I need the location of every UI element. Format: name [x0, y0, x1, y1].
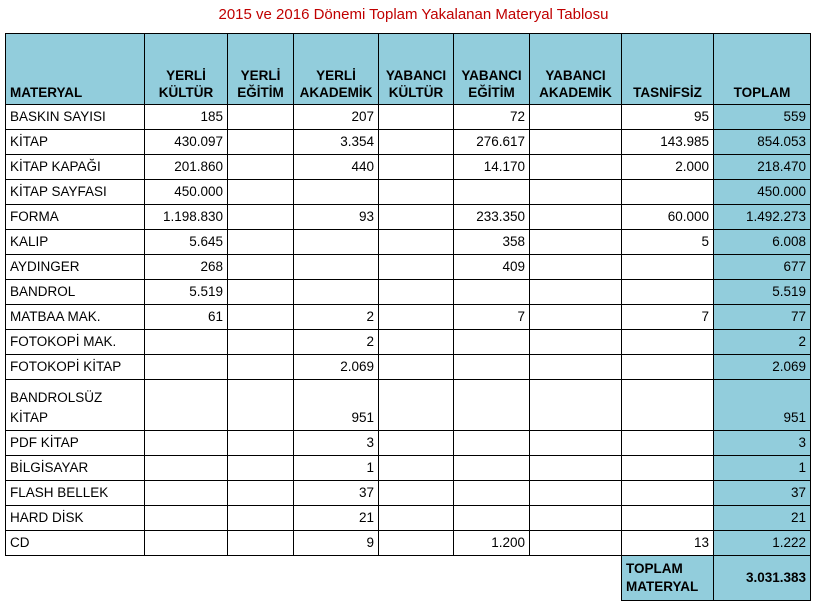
value-cell: [379, 456, 454, 481]
value-cell: [379, 431, 454, 456]
value-cell: [228, 355, 294, 380]
material-name: BANDROLSÜZ KİTAP: [6, 380, 145, 431]
value-cell: [228, 456, 294, 481]
value-cell: [228, 431, 294, 456]
value-cell: [530, 305, 622, 330]
material-name: MATBAA MAK.: [6, 305, 145, 330]
value-cell: [228, 180, 294, 205]
header-yerli-kultur: YERLİ KÜLTÜR: [145, 34, 228, 105]
value-cell: [622, 456, 714, 481]
value-cell: [530, 255, 622, 280]
value-cell: 951: [294, 380, 379, 431]
value-cell: 358: [454, 230, 530, 255]
row-total-cell: 559: [714, 105, 811, 130]
value-cell: 72: [454, 105, 530, 130]
value-cell: 7: [454, 305, 530, 330]
value-cell: 276.617: [454, 130, 530, 155]
value-cell: [530, 355, 622, 380]
value-cell: 37: [294, 481, 379, 506]
header-tasnifsiz: TASNİFSİZ: [622, 34, 714, 105]
value-cell: [145, 330, 228, 355]
value-cell: [379, 105, 454, 130]
table-row: [6, 431, 811, 456]
value-cell: 5: [622, 230, 714, 255]
value-cell: 1.200: [454, 531, 530, 556]
table-row: [6, 305, 811, 330]
material-name: FOTOKOPİ MAK.: [6, 330, 145, 355]
value-cell: [145, 431, 228, 456]
material-name: FLASH BELLEK: [6, 481, 145, 506]
value-cell: 9: [294, 531, 379, 556]
value-cell: [145, 456, 228, 481]
row-total-cell: 5.519: [714, 280, 811, 305]
value-cell: 95: [622, 105, 714, 130]
material-name: CD: [6, 531, 145, 556]
value-cell: [530, 330, 622, 355]
value-cell: 5.645: [145, 230, 228, 255]
value-cell: [294, 280, 379, 305]
table-row: [6, 506, 811, 531]
table-row: [6, 380, 811, 431]
value-cell: [379, 481, 454, 506]
value-cell: [454, 506, 530, 531]
grand-total-row: [6, 556, 811, 601]
value-cell: 1.198.830: [145, 205, 228, 230]
value-cell: [379, 305, 454, 330]
value-cell: 13: [622, 531, 714, 556]
value-cell: [530, 180, 622, 205]
value-cell: [622, 481, 714, 506]
value-cell: [530, 456, 622, 481]
value-cell: [228, 105, 294, 130]
value-cell: [228, 481, 294, 506]
value-cell: [379, 230, 454, 255]
value-cell: [622, 330, 714, 355]
header-yabanci-kultur: YABANCI KÜLTÜR: [379, 34, 454, 105]
value-cell: [379, 180, 454, 205]
value-cell: [622, 180, 714, 205]
row-total-cell: 1.222: [714, 531, 811, 556]
value-cell: 185: [145, 105, 228, 130]
header-yerli-egitim: YERLİ EĞİTİM: [228, 34, 294, 105]
row-total-cell: 677: [714, 255, 811, 280]
value-cell: [294, 180, 379, 205]
value-cell: [228, 305, 294, 330]
table-row: [6, 230, 811, 255]
grand-total-value: 3.031.383: [714, 556, 811, 601]
row-total-cell: 21: [714, 506, 811, 531]
empty-area: [6, 556, 622, 601]
value-cell: 3.354: [294, 130, 379, 155]
value-cell: [622, 355, 714, 380]
value-cell: [530, 205, 622, 230]
value-cell: [228, 280, 294, 305]
value-cell: [294, 255, 379, 280]
value-cell: [454, 380, 530, 431]
value-cell: [454, 180, 530, 205]
row-total-cell: 450.000: [714, 180, 811, 205]
value-cell: [454, 280, 530, 305]
value-cell: [294, 230, 379, 255]
value-cell: 268: [145, 255, 228, 280]
value-cell: [454, 431, 530, 456]
value-cell: 2.069: [294, 355, 379, 380]
value-cell: [145, 481, 228, 506]
value-cell: [530, 105, 622, 130]
row-total-cell: 1.492.273: [714, 205, 811, 230]
value-cell: [145, 506, 228, 531]
value-cell: 409: [454, 255, 530, 280]
value-cell: [530, 155, 622, 180]
value-cell: [530, 531, 622, 556]
material-name: HARD DİSK: [6, 506, 145, 531]
table-row: [6, 130, 811, 155]
material-name: KİTAP: [6, 130, 145, 155]
table-row: [6, 280, 811, 305]
header-yerli-akademik: YERLİ AKADEMİK: [294, 34, 379, 105]
value-cell: [454, 330, 530, 355]
table-row: [6, 255, 811, 280]
table-row: [6, 105, 811, 130]
table-row: [6, 180, 811, 205]
value-cell: [145, 531, 228, 556]
table-title: 2015 ve 2016 Dönemi Toplam Yakalanan Materyal Tablosu: [218, 6, 609, 23]
value-cell: 60.000: [622, 205, 714, 230]
value-cell: [379, 205, 454, 230]
material-name: BANDROL: [6, 280, 145, 305]
table-row: [6, 330, 811, 355]
value-cell: 21: [294, 506, 379, 531]
material-name: KİTAP SAYFASI: [6, 180, 145, 205]
value-cell: [530, 481, 622, 506]
material-name: BİLGİSAYAR: [6, 456, 145, 481]
row-total-cell: 37: [714, 481, 811, 506]
value-cell: 143.985: [622, 130, 714, 155]
value-cell: [145, 380, 228, 431]
value-cell: [530, 130, 622, 155]
table-row: [6, 205, 811, 230]
material-name: KİTAP KAPAĞI: [6, 155, 145, 180]
value-cell: [454, 481, 530, 506]
material-name: FOTOKOPİ KİTAP: [6, 355, 145, 380]
value-cell: 5.519: [145, 280, 228, 305]
value-cell: 1: [294, 456, 379, 481]
value-cell: 450.000: [145, 180, 228, 205]
value-cell: [454, 456, 530, 481]
value-cell: 7: [622, 305, 714, 330]
value-cell: [228, 230, 294, 255]
value-cell: [379, 255, 454, 280]
table-row: [6, 456, 811, 481]
value-cell: [622, 380, 714, 431]
value-cell: [379, 506, 454, 531]
table-row: [6, 531, 811, 556]
row-total-cell: 2.069: [714, 355, 811, 380]
value-cell: [622, 280, 714, 305]
table-row: [6, 481, 811, 506]
value-cell: [228, 155, 294, 180]
row-total-cell: 951: [714, 380, 811, 431]
value-cell: [530, 230, 622, 255]
header-row: [6, 34, 811, 105]
value-cell: [228, 205, 294, 230]
row-total-cell: 3: [714, 431, 811, 456]
row-total-cell: 218.470: [714, 155, 811, 180]
material-table: [5, 33, 811, 601]
value-cell: 93: [294, 205, 379, 230]
value-cell: 207: [294, 105, 379, 130]
value-cell: 201.860: [145, 155, 228, 180]
header-yabanci-akademik: YABANCI AKADEMİK: [530, 34, 622, 105]
value-cell: 440: [294, 155, 379, 180]
value-cell: 2: [294, 330, 379, 355]
header-yabanci-egitim: YABANCI EĞİTİM: [454, 34, 530, 105]
value-cell: 2: [294, 305, 379, 330]
material-name: KALIP: [6, 230, 145, 255]
table-row: [6, 155, 811, 180]
value-cell: [379, 330, 454, 355]
value-cell: [530, 280, 622, 305]
value-cell: [530, 431, 622, 456]
material-name: PDF KİTAP: [6, 431, 145, 456]
value-cell: [228, 130, 294, 155]
value-cell: [530, 380, 622, 431]
value-cell: [228, 380, 294, 431]
row-total-cell: 854.053: [714, 130, 811, 155]
value-cell: 61: [145, 305, 228, 330]
value-cell: 14.170: [454, 155, 530, 180]
grand-total-label: TOPLAM MATERYAL: [622, 556, 714, 601]
header-materyal: MATERYAL: [6, 34, 145, 105]
row-total-cell: 6.008: [714, 230, 811, 255]
value-cell: [454, 355, 530, 380]
value-cell: 430.097: [145, 130, 228, 155]
header-toplam: TOPLAM: [714, 34, 811, 105]
value-cell: [379, 380, 454, 431]
material-name: FORMA: [6, 205, 145, 230]
value-cell: [145, 355, 228, 380]
material-name: AYDINGER: [6, 255, 145, 280]
row-total-cell: 1: [714, 456, 811, 481]
row-total-cell: 2: [714, 330, 811, 355]
material-name: BASKIN SAYISI: [6, 105, 145, 130]
value-cell: [379, 280, 454, 305]
value-cell: [530, 506, 622, 531]
value-cell: [622, 506, 714, 531]
value-cell: [379, 531, 454, 556]
value-cell: [379, 155, 454, 180]
row-total-cell: 77: [714, 305, 811, 330]
value-cell: [379, 355, 454, 380]
table-row: [6, 355, 811, 380]
value-cell: [622, 255, 714, 280]
value-cell: [228, 506, 294, 531]
value-cell: 3: [294, 431, 379, 456]
value-cell: [228, 330, 294, 355]
value-cell: [622, 431, 714, 456]
value-cell: [228, 255, 294, 280]
value-cell: [228, 531, 294, 556]
value-cell: 233.350: [454, 205, 530, 230]
value-cell: [379, 130, 454, 155]
table-body: [6, 105, 811, 601]
value-cell: 2.000: [622, 155, 714, 180]
